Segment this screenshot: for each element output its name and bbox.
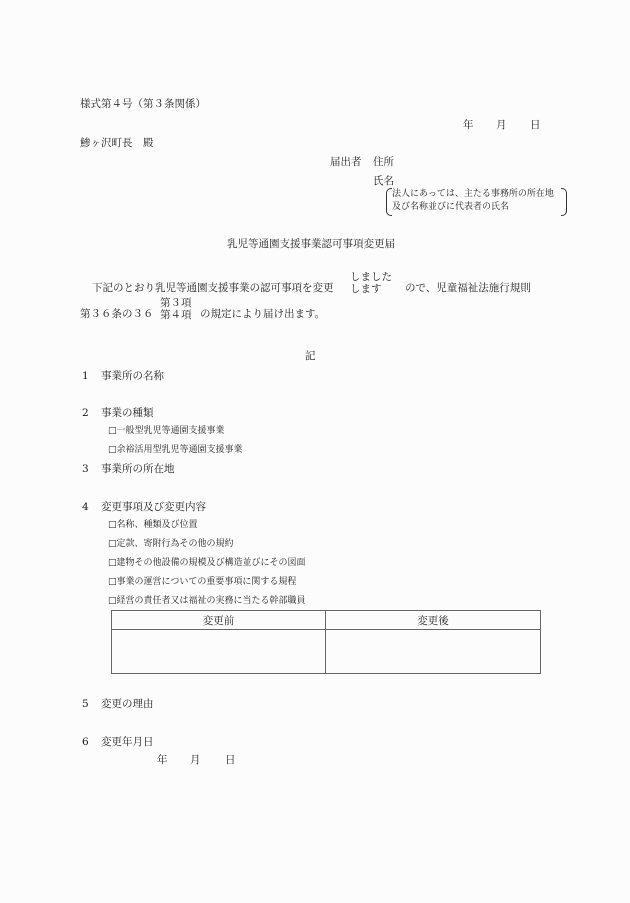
- addressee: 鯵ヶ沢町長 殿: [80, 137, 154, 149]
- address-label: 住所: [373, 156, 394, 168]
- section-6-number: 6: [82, 736, 89, 748]
- section-6-label: 変更年月日: [101, 736, 154, 748]
- after-change-cell[interactable]: [326, 630, 541, 674]
- change-item-executive-checkbox[interactable]: □経営の責任者又は福祉の実務に当たる幹部職員: [108, 596, 306, 606]
- date-month: 月: [496, 119, 507, 131]
- before-change-header: 変更前: [112, 611, 326, 630]
- section-4-label: 変更事項及び変更内容: [101, 501, 206, 513]
- change-item-building-checkbox[interactable]: □建物その他設備の規模及び構造並びにその図面: [108, 558, 306, 568]
- option-clause-3: 第３項: [160, 297, 192, 309]
- date-day: 日: [530, 119, 541, 131]
- business-type-general-checkbox[interactable]: □一般型乳児等通園支援事業: [108, 426, 225, 436]
- section-2-label: 事業の種類: [101, 407, 154, 419]
- change-item-operation-rules-checkbox[interactable]: □事業の運営についての重要事項に関する規程: [108, 577, 297, 587]
- name-label: 氏名: [373, 175, 394, 187]
- ki-heading: 記: [305, 350, 316, 362]
- option-shimasu: します: [350, 283, 382, 295]
- right-bracket: [561, 188, 567, 216]
- corporate-note-line1: 法人にあっては、主たる事務所の所在地: [392, 189, 554, 199]
- section-5-label: 変更の理由: [101, 698, 154, 710]
- body-line2-prefix: 第３６条の３６: [80, 308, 154, 320]
- after-change-header: 変更後: [326, 611, 541, 630]
- section-3-number: 3: [82, 463, 89, 475]
- change-table: [111, 610, 541, 674]
- option-shimashita: しました: [350, 271, 392, 283]
- body-line2-suffix: の規定により届け出ます。: [200, 308, 326, 320]
- section-1-label: 事業所の名称: [101, 370, 164, 382]
- corporate-note: [386, 188, 567, 214]
- business-type-surplus-checkbox[interactable]: □余裕活用型乳児等通園支援事業: [108, 445, 243, 455]
- section-2-number: 2: [82, 407, 89, 419]
- section-5-number: 5: [82, 698, 89, 710]
- section-4-number: 4: [82, 501, 89, 513]
- change-item-articles-checkbox[interactable]: □定款、寄附行為その他の規約: [108, 539, 234, 549]
- change-date-month: 月: [190, 754, 201, 766]
- section-3-label: 事業所の所在地: [101, 463, 175, 475]
- corporate-note-line2: 及び名称並びに代表者の氏名: [392, 202, 510, 212]
- change-date-day: 日: [225, 754, 236, 766]
- date-year: 年: [463, 119, 474, 131]
- option-stack-clause: [160, 297, 192, 321]
- change-date-year: 年: [157, 754, 168, 766]
- before-change-cell[interactable]: [112, 630, 326, 674]
- option-clause-4: 第４項: [160, 309, 192, 321]
- body-line1-prefix: 下記のとおり乳児等通園支援事業の認可事項を変更: [92, 282, 334, 294]
- form-number: 様式第４号（第３条関係）: [80, 98, 206, 110]
- section-1-number: 1: [82, 370, 89, 382]
- option-stack-tense: [350, 271, 392, 295]
- applicant-label: 届出者: [330, 156, 362, 168]
- change-item-name-checkbox[interactable]: □名称、種類及び位置: [108, 520, 198, 530]
- body-line1-suffix: ので、児童福祉法施行規則: [405, 282, 531, 294]
- document-title: 乳児等通園支援事業認可事項変更届: [227, 238, 395, 250]
